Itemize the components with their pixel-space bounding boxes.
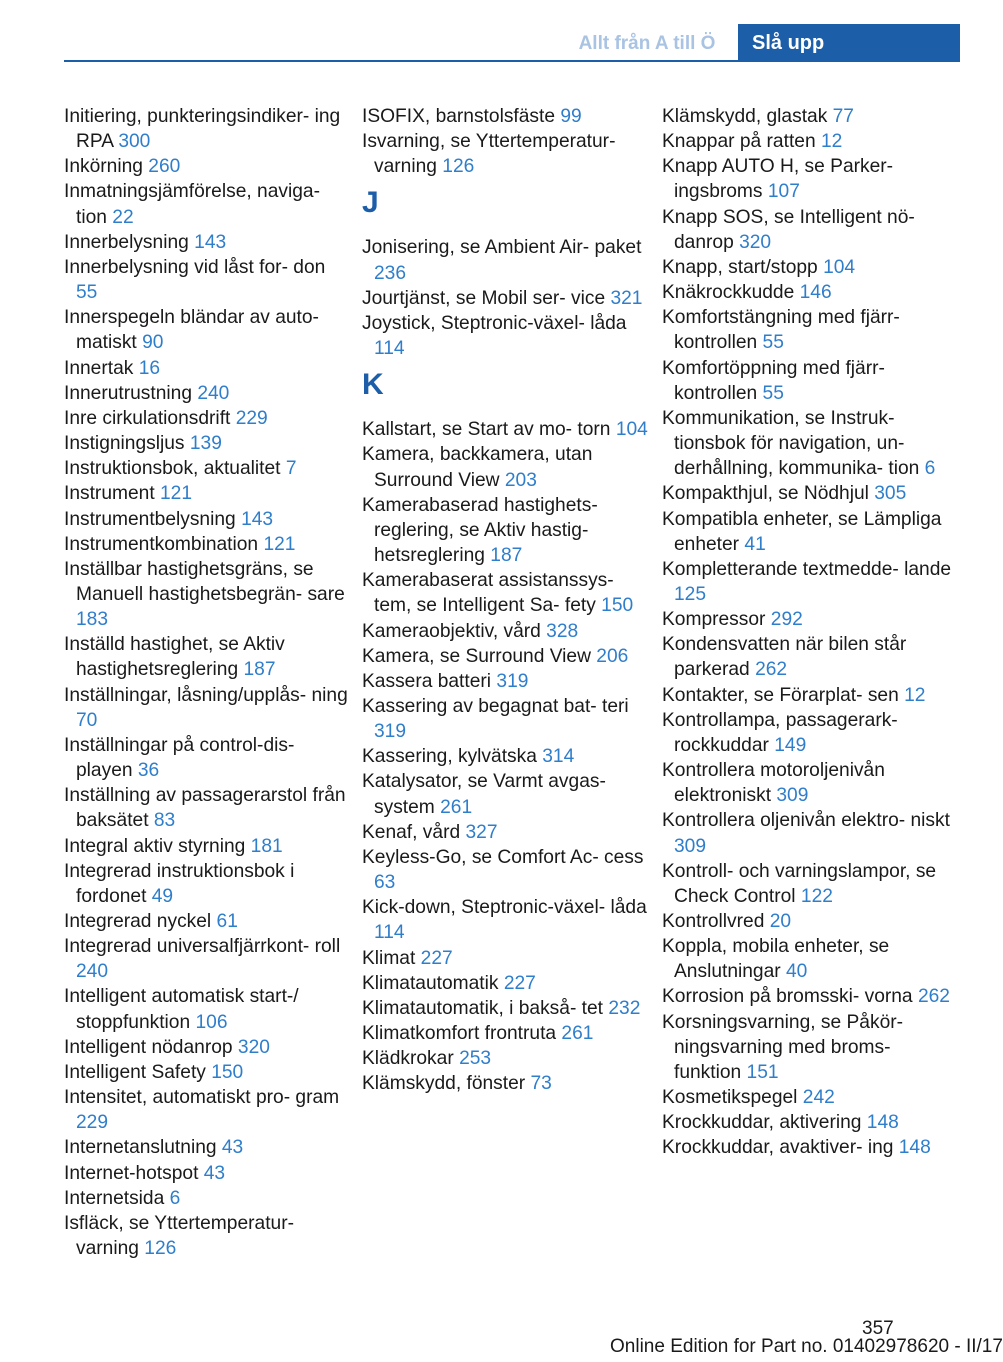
page-reference-link[interactable]: 253 [459,1048,492,1070]
page-reference-link[interactable]: 292 [770,609,803,631]
index-term: Kontakter, se Förarplat- sen [662,684,899,706]
index-entry [64,1161,350,1186]
index-entry [64,1060,350,1085]
tab-look-up[interactable]: Slå upp [738,24,960,62]
index-term: Kamerabaserat assistanssys- tem, se Intelligent Sa- fety [362,570,614,617]
page-reference-link[interactable]: 126 [442,156,475,178]
index-term: Innerutrustning [64,382,192,404]
index-term: Integrerad instruktionsbok i fordonet [64,860,295,907]
index-term: Inställningar, låsning/upplås- ning [64,684,348,706]
index-entry [64,305,350,355]
index-term: Katalysator, se Varmt avgas- system [362,771,606,818]
index-term: Instruktionsbok, aktualitet [64,458,281,480]
index-term: Kassering av begagnat bat- teri [362,695,629,717]
index-term: Instigningsljus [64,433,185,455]
page-reference-link[interactable]: 262 [917,986,950,1008]
page-reference-link[interactable]: 149 [774,734,807,756]
index-term: Innerspegeln bländar av auto- matiskt [64,307,319,354]
index-entry [362,104,648,129]
index-term: Integrerad universalfjärrkont- roll [64,936,341,958]
page-reference-link[interactable]: 125 [674,583,707,605]
index-term: Knappar på ratten [662,131,816,153]
index-entry [64,683,350,733]
tab-all-from-a-to-z[interactable]: Allt från A till Ö [578,33,716,54]
index-term: Inmatningsjämförelse, naviga- tion [64,181,320,228]
index-entry [64,984,350,1034]
page-reference-link[interactable]: 187 [490,545,523,567]
index-entry [662,406,952,481]
index-term: Komfortstängning med fjärr- kontrollen [662,307,900,354]
edition-footer: Online Edition for Part no. 01402978620 - II/17 [610,1336,1003,1357]
index-term: Joystick, Steptronic-växel- låda [362,312,627,334]
index-term: Kosmetikspegel [662,1087,798,1109]
page-reference-link[interactable]: 114 [374,922,405,944]
index-entry [64,1085,350,1135]
index-entry [362,493,648,568]
index-term: Kommunikation, se Instruk- tionsbok för navigation, un- derhållning, kommunika- tion [662,407,920,480]
page-reference-link[interactable]: 328 [546,620,579,642]
page-reference-link[interactable]: 36 [137,760,160,782]
index-column-2 [362,104,648,1096]
page-reference-link[interactable]: 90 [142,332,164,354]
page-reference-link[interactable]: 309 [776,785,809,807]
index-entry [662,1085,952,1110]
index-entry [362,568,648,618]
page-number: 357 [862,1318,894,1339]
page-reference-link[interactable]: 150 [211,1061,244,1083]
index-column-1 [64,104,350,1261]
index-term: Kallstart, se Start av mo- torn [362,419,611,441]
index-term: Kontrollera oljenivån elektro- niskt [662,810,950,832]
page-reference-link[interactable]: 150 [601,595,634,617]
index-term: Kassera batteri [362,670,492,692]
index-term: Instrument [64,483,155,505]
index-entry [64,154,350,179]
index-entry [64,179,350,229]
index-entry [662,255,952,280]
index-entry [662,934,952,984]
index-term: Jonisering, se Ambient Air- paket [362,237,642,259]
index-entry [64,481,350,506]
index-term: Knäkrockkudde [662,282,795,304]
page-reference-link[interactable]: 314 [542,746,575,768]
index-entry [662,1010,952,1085]
index-term: Instrumentkombination [64,533,259,555]
page-reference-link[interactable]: 6 [169,1187,181,1209]
index-term: Kamerabaserad hastighets- reglering, se Aktiv hastig- hetsreglering [362,494,598,567]
page-reference-link[interactable]: 61 [216,911,238,932]
index-term: Isvarning, se Yttertemperatur- varning [362,131,616,178]
page-reference-link[interactable]: 126 [144,1238,177,1260]
page-reference-link[interactable]: 6 [924,458,936,480]
index-term: Kassering, kylvätska [362,746,537,768]
index-term: Knapp AUTO H, se Parker- ingsbroms [662,156,894,203]
page-reference-link[interactable]: 22 [112,206,134,228]
index-term: Klimatautomatik, i bakså- tet [362,997,604,1019]
page-reference-link[interactable]: 320 [739,231,772,253]
page-reference-link[interactable]: 99 [560,106,582,127]
index-entry [362,996,648,1021]
index-term: Krockkuddar, aktivering [662,1112,862,1134]
page-reference-link[interactable]: 203 [504,469,537,491]
page-reference-link[interactable]: 187 [243,659,276,681]
page-reference-link[interactable]: 227 [420,947,453,969]
index-term: Innerbelysning vid låst for- don [64,256,326,278]
index-term: Kamera, backkamera, utan Surround View [362,444,593,491]
index-term: Innerbelysning [64,231,189,253]
index-term: Kompakthjul, se Nödhjul [662,483,869,505]
page-reference-link[interactable]: 83 [153,810,176,832]
index-entry [662,683,952,708]
index-entry [362,619,648,644]
index-term: Intelligent automatisk start-/ stoppfunktion [64,986,299,1033]
index-term: Inställning av passagerarstol från baksätet [64,785,346,832]
page-reference-link[interactable]: 305 [874,483,907,505]
index-term: Kondensvatten när bilen står parkerad [662,634,907,681]
page-reference-link[interactable]: 41 [744,533,766,555]
index-entry [362,946,648,971]
index-entry [662,984,952,1009]
page-reference-link[interactable]: 49 [151,885,174,907]
index-entry [362,845,648,895]
header-divider [64,60,960,62]
page-reference-link[interactable]: 206 [596,645,629,667]
index-entry [362,895,648,945]
index-entry [362,311,648,361]
index-entry [662,607,952,632]
index-entry [64,356,350,381]
index-term: Komfortöppning med fjärr- kontrollen [662,357,885,404]
index-entry [362,1071,648,1096]
page-reference-link[interactable]: 121 [160,483,193,505]
index-term: Isfläck, se Yttertemperatur- varning [64,1212,294,1260]
page-reference-link[interactable]: 16 [138,357,161,379]
index-term: Korsningsvarning, se Påkör- ningsvarning med broms- funktion [662,1011,904,1083]
index-entry [362,286,648,311]
index-entry [64,255,350,305]
page-reference-link[interactable]: 146 [799,282,832,304]
index-entry [362,744,648,769]
page-reference-link[interactable]: 43 [221,1137,244,1159]
index-entry [64,733,350,783]
page-reference-link[interactable]: 261 [440,796,473,818]
index-term: Kontrollvred [662,911,765,932]
index-entry [362,1046,648,1071]
index-entry [362,417,648,442]
index-term: Kompatibla enheter, se Lämpliga enheter [662,508,942,555]
index-entry [362,769,648,819]
index-term: Inställningar på control-dis- playen [64,734,295,782]
index-term: Kenaf, vård [362,821,461,843]
index-entry [362,129,648,179]
index-entry [64,381,350,406]
index-entry [662,1110,952,1135]
page-reference-link[interactable]: 327 [465,821,498,843]
section-letter: K [362,368,384,402]
index-term: Klimatautomatik [362,972,499,994]
page-reference-link[interactable]: 139 [189,433,222,455]
index-entry [662,909,952,934]
index-term: Kompressor [662,609,766,631]
page-reference-link[interactable]: 107 [767,181,800,203]
section-letter: J [362,186,379,220]
index-term: Integrerad nyckel [64,911,212,932]
page-reference-link[interactable]: 242 [802,1087,835,1109]
page-reference-link[interactable]: 106 [195,1011,228,1033]
page-reference-link[interactable]: 104 [615,419,648,441]
page-reference-link[interactable]: 236 [374,262,407,284]
index-entry [662,507,952,557]
index-entry [64,507,350,532]
page-reference-link[interactable]: 20 [769,911,792,932]
index-entry [662,481,952,506]
index-term: Kick-down, Steptronic-växel- låda [362,897,647,919]
index-term: Klämskydd, fönster [362,1073,526,1095]
page-reference-link[interactable]: 12 [904,684,926,706]
page-reference-link[interactable]: 77 [832,106,854,127]
index-term: Koppla, mobila enheter, se Anslutningar [662,936,890,983]
index-term: Kamera, se Surround View [362,645,591,667]
index-term: Kompletterande textmedde- lande [662,558,952,580]
page-reference-link[interactable]: 143 [241,508,274,530]
index-entry [64,859,350,909]
index-term: Inställd hastighet, se Aktiv hastighetsreglering [64,634,285,681]
page-header [0,0,960,62]
index-entry [64,909,350,934]
page-reference-link[interactable]: 183 [76,609,109,631]
index-term: ISOFIX, barnstolsfäste [362,106,556,127]
index-term: Jourtjänst, se Mobil ser- vice [362,287,606,309]
index-column-3 [662,104,952,1161]
index-entry [64,1211,350,1261]
index-term: Kontrollampa, passagerark- rockkuddar [662,709,898,756]
index-term: Kameraobjektiv, vård [362,620,541,642]
page-reference-link[interactable]: 148 [898,1137,931,1159]
index-term: Korrosion på bromsski- vorna [662,986,913,1008]
index-entry [362,820,648,845]
index-entry [362,644,648,669]
index-entry [64,431,350,456]
page-reference-link[interactable]: 321 [610,287,643,309]
index-entry [662,129,952,154]
index-entry [64,532,350,557]
page-reference-link[interactable]: 143 [194,231,227,253]
page-reference-link[interactable]: 229 [235,407,268,429]
page-reference-link[interactable]: 260 [148,156,181,178]
index-entry [64,632,350,682]
index-entry [362,669,648,694]
index-entry [662,708,952,758]
index-entry [64,934,350,984]
index-entry [64,230,350,255]
page-reference-link[interactable]: 55 [762,332,784,354]
page-reference-link[interactable]: 122 [800,885,833,907]
index-entry [64,783,350,833]
index-entry [362,442,648,492]
page-reference-link[interactable]: 227 [503,972,536,994]
index-term: Internetsida [64,1187,165,1209]
page-reference-link[interactable]: 55 [762,382,784,404]
index-entry [64,406,350,431]
index-term: Intelligent Safety [64,1061,206,1083]
index-term: Klädkrokar [362,1048,454,1070]
index-term: Keyless-Go, se Comfort Ac- cess [362,846,644,868]
index-term: Knapp, start/stopp [662,256,818,278]
index-entry [362,1021,648,1046]
index-term: Krockkuddar, avaktiver- ing [662,1137,894,1159]
index-entry [662,632,952,682]
index-entry [362,694,648,744]
page-reference-link[interactable]: 43 [203,1162,226,1184]
index-entry [662,557,952,607]
index-term: Kontroll- och varningslampor, se Check Control [662,860,937,907]
page-reference-link[interactable]: 320 [237,1036,270,1058]
index-term: Internet-hotspot [64,1162,199,1184]
index-entry [64,1135,350,1160]
index-term: Kontrollera motoroljenivån elektroniskt [662,760,885,807]
index-term: Internetanslutning [64,1137,217,1159]
index-term: Innertak [64,357,134,379]
index-entry [662,356,952,406]
index-term: Integral aktiv styrning [64,835,246,857]
index-term: Klämskydd, glastak [662,106,828,127]
page-reference-link[interactable]: 55 [76,282,98,304]
index-entry [362,971,648,996]
index-term: Inkörning [64,156,143,178]
page-reference-link[interactable]: 148 [866,1112,899,1134]
index-term: Inställbar hastighetsgräns, se Manuell hastighetsbegrän- sare [64,558,345,605]
index-entry [362,235,648,285]
index-entry [662,758,952,808]
page-reference-link[interactable]: 73 [530,1073,552,1095]
page-reference-link[interactable]: 7 [285,458,297,480]
page-reference-link[interactable]: 151 [746,1061,779,1083]
page-reference-link[interactable]: 40 [786,961,808,983]
page-reference-link[interactable]: 240 [76,961,109,983]
page-reference-link[interactable]: 261 [561,1023,594,1044]
page-reference-link[interactable]: 12 [820,131,843,153]
index-entry [64,834,350,859]
page-reference-link[interactable]: 240 [197,382,230,404]
index-entry [662,305,952,355]
page-reference-link[interactable]: 181 [250,835,283,857]
index-term: Klimat [362,947,416,969]
index-term: Instrumentbelysning [64,508,236,530]
index-term: Intensitet, automatiskt pro- gram [64,1087,340,1109]
index-term: Klimatkomfort frontruta [362,1023,557,1044]
page-reference-link[interactable]: 300 [118,131,151,153]
index-entry [662,280,952,305]
index-term: Knapp SOS, se Intelligent nö- danrop [662,206,915,253]
index-entry [662,205,952,255]
page-reference-link[interactable]: 63 [374,872,396,894]
page-reference-link[interactable]: 309 [674,835,707,857]
page-reference-link[interactable]: 121 [263,533,296,555]
page-reference-link[interactable]: 319 [496,670,529,692]
index-entry [662,154,952,204]
index-entry [662,1135,952,1160]
page-reference-link[interactable]: 232 [608,997,641,1019]
index-entry [64,557,350,632]
index-entry [662,104,952,129]
index-entry [662,859,952,909]
page-reference-link[interactable]: 114 [374,338,405,360]
index-term: Inre cirkulationsdrift [64,407,231,429]
index-term: Intelligent nödanrop [64,1036,233,1058]
page-reference-link[interactable]: 104 [823,256,856,278]
index-entry [64,1186,350,1211]
page-reference-link[interactable]: 229 [76,1112,109,1134]
index-entry [64,1035,350,1060]
index-term: Initiering, punkteringsindiker- ing RPA [64,106,341,153]
page-reference-link[interactable]: 70 [76,709,98,731]
page-reference-link[interactable]: 319 [374,721,407,743]
index-entry [64,456,350,481]
index-entry [662,808,952,858]
index-entry [64,104,350,154]
page-reference-link[interactable]: 262 [755,659,788,681]
